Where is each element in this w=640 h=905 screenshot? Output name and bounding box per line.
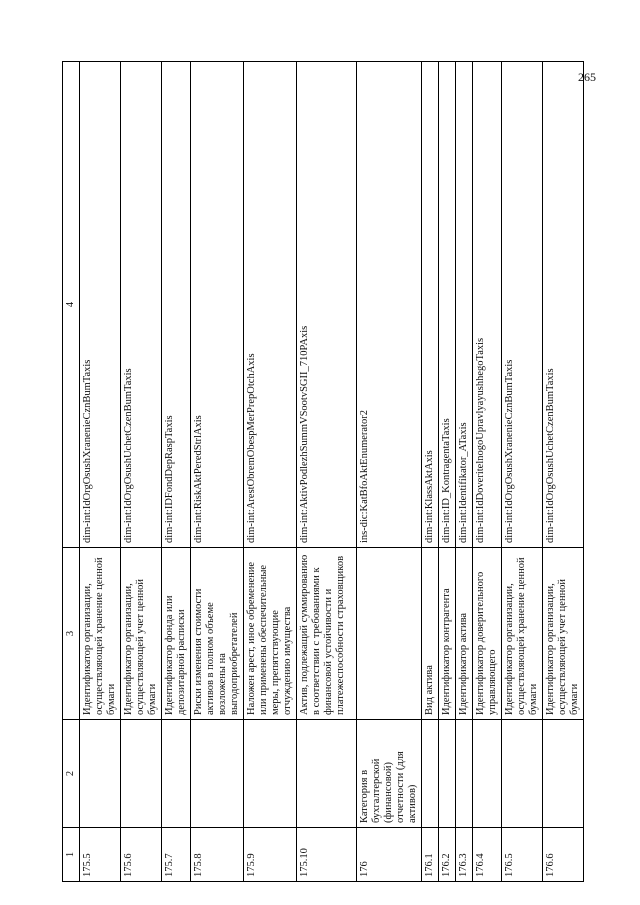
row-number: 175.9 (244, 828, 297, 882)
table-row (162, 62, 191, 882)
category-cell: Категория в бухгалтерской (финансовой) отчетности (для активов) (357, 720, 422, 828)
code-cell: dim-int:IdOrgOsushUchetCzenBumTaxis (121, 62, 162, 548)
header-cell-4: 4 (63, 62, 80, 548)
header-cell-2: 2 (63, 720, 80, 828)
category-cell (456, 720, 473, 828)
category-cell (80, 720, 121, 828)
header-row (63, 62, 80, 882)
description-cell: Идентификатор организации, осуществляющей хранение ценной бумаги (80, 548, 121, 720)
category-cell (162, 720, 191, 828)
code-cell: dim-int:IdOrgOsushXranenieCznBumTaxis (502, 62, 543, 548)
description-cell: Актив, подлежащий суммированию в соответствии с требованиями к финансовой устойчивости и платежеспособности страховщиков (297, 548, 357, 720)
category-cell (297, 720, 357, 828)
description-cell: Наложен арест, иное обременение или применены обеспечительные меры, препятствующие отчуждению имущества (244, 548, 297, 720)
description-cell: Риски изменения стоимости активов в полном объеме возложены на выгодоприобретателей (191, 548, 244, 720)
row-number: 175.5 (80, 828, 121, 882)
description-cell: Идентификатор организации, осуществляющей хранение ценной бумаги (502, 548, 543, 720)
category-cell (502, 720, 543, 828)
description-cell: Идентификатор актива (456, 548, 473, 720)
row-number: 176.4 (473, 828, 502, 882)
description-cell: Идентификатор фонда или депозитарной расписки (162, 548, 191, 720)
row-number: 175.10 (297, 828, 357, 882)
table-row (439, 62, 456, 882)
code-cell: dim-int:Identifikator_ATaxis (456, 62, 473, 548)
table-row (191, 62, 244, 882)
header-cell-1: 1 (63, 828, 80, 882)
category-cell (439, 720, 456, 828)
code-cell: ins-dic:KatBfoAktEnumerator2 (357, 62, 422, 548)
table-row (543, 62, 584, 882)
category-cell (244, 720, 297, 828)
page-number: 265 (578, 70, 596, 84)
code-cell: dim-int:ID_KontragentaTaxis (439, 62, 456, 548)
row-number: 176.2 (439, 828, 456, 882)
category-cell (191, 720, 244, 828)
table-row (80, 62, 121, 882)
table-row (473, 62, 502, 882)
description-cell (357, 548, 422, 720)
code-cell: dim-int:IDFondDepRaspTaxis (162, 62, 191, 548)
row-number: 176.5 (502, 828, 543, 882)
row-number: 176 (357, 828, 422, 882)
table-row (357, 62, 422, 882)
rotated-page (62, 62, 580, 882)
code-cell: dim-int:AktivPodlezhSummVSootvSGII_710PAxis (297, 62, 357, 548)
code-cell: dim-int:IdOrgOsushUchetCzenBumTaxis (543, 62, 584, 548)
table-row (244, 62, 297, 882)
row-number: 175.6 (121, 828, 162, 882)
row-number: 175.8 (191, 828, 244, 882)
category-cell (543, 720, 584, 828)
row-number: 176.1 (422, 828, 439, 882)
description-cell: Идентификатор организации, осуществляющей учет ценной бумаги (121, 548, 162, 720)
description-cell: Вид актива (422, 548, 439, 720)
code-cell: dim-int:RiskAktPeredStrlAxis (191, 62, 244, 548)
row-number: 175.7 (162, 828, 191, 882)
table-row (502, 62, 543, 882)
code-cell: dim-int:ArestObremObespMerPrepOtchAxis (244, 62, 297, 548)
code-cell: dim-int:KlassAktAxis (422, 62, 439, 548)
table-row (121, 62, 162, 882)
category-cell (422, 720, 439, 828)
code-cell: dim-int:IdDoveritelnogoUpravlyayushhegoTaxis (473, 62, 502, 548)
row-number: 176.6 (543, 828, 584, 882)
table-row (422, 62, 439, 882)
code-cell: dim-int:IdOrgOsushXranenieCznBumTaxis (80, 62, 121, 548)
table-row (456, 62, 473, 882)
category-cell (473, 720, 502, 828)
category-cell (121, 720, 162, 828)
header-cell-3: 3 (63, 548, 80, 720)
table-row (297, 62, 357, 882)
description-cell: Идентификатор контрагента (439, 548, 456, 720)
description-cell: Идентификатор организации, осуществляющей учет ценной бумаги (543, 548, 584, 720)
description-cell: Идентификатор доверительного управляющего (473, 548, 502, 720)
row-number: 176.3 (456, 828, 473, 882)
data-table (62, 61, 584, 882)
